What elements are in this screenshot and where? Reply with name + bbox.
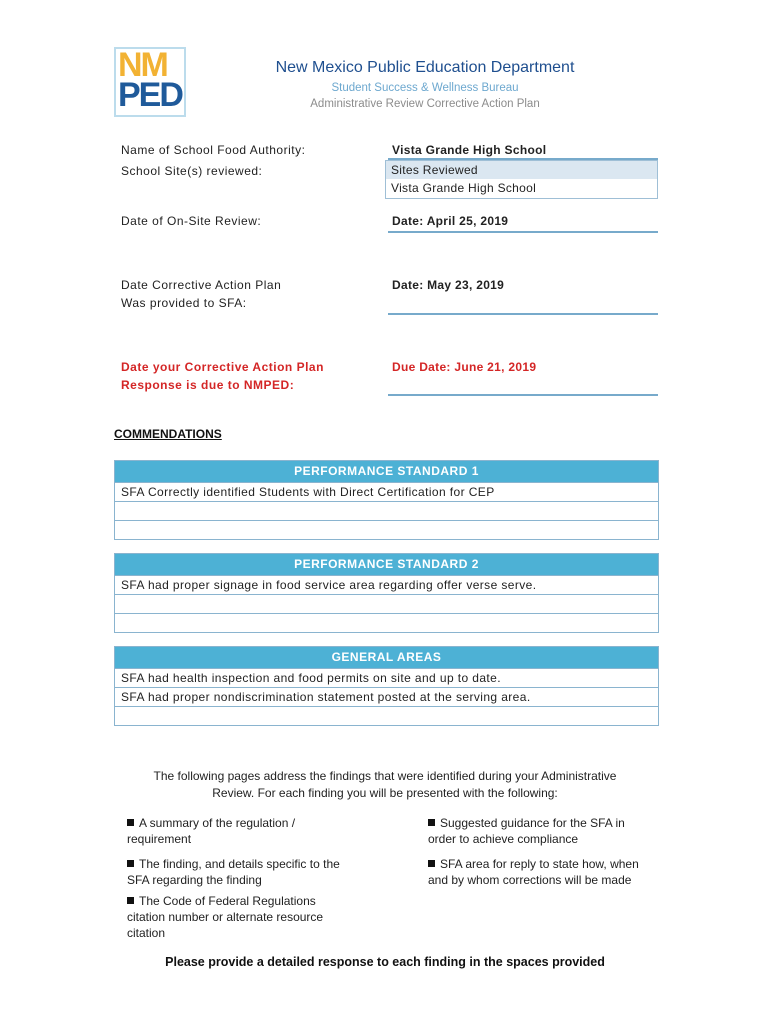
cap-rule xyxy=(388,313,658,315)
bullet-reply-area xyxy=(428,856,668,888)
bullet-text: Suggested guidance for the SFA in xyxy=(440,816,625,830)
performance-standard-1-table xyxy=(114,460,659,540)
bullet-cfr xyxy=(127,893,377,941)
table-row xyxy=(115,613,658,632)
bullet-text: The finding, and details specific to the xyxy=(139,857,340,871)
intro-line-1: The following pages address the findings that were identified during your Administrative xyxy=(153,769,617,783)
onsite-date-value: Date: April 25, 2019 xyxy=(392,214,509,228)
cap-provided-value: Date: May 23, 2019 xyxy=(392,278,505,292)
table-row xyxy=(115,594,658,613)
due-label-1: Date your Corrective Action Plan xyxy=(121,360,324,374)
bullet-text: SFA area for reply to state how, when xyxy=(440,857,639,871)
bullet-square-icon xyxy=(428,860,435,867)
cap-provided-label-2: Was provided to SFA: xyxy=(121,296,247,310)
bureau-subtitle: Student Success & Wellness Bureau xyxy=(331,82,519,94)
due-label-2: Response is due to NMPED: xyxy=(121,378,295,392)
table-row xyxy=(115,520,658,539)
bullet-text: requirement xyxy=(127,832,192,846)
table-row: SFA had health inspection and food permits on site and up to date. xyxy=(115,668,658,687)
document-subtitle: Administrative Review Corrective Action Plan xyxy=(310,98,540,110)
bullet-text: SFA regarding the finding xyxy=(127,873,262,887)
sites-label: School Site(s) reviewed: xyxy=(121,164,263,178)
sfa-label: Name of School Food Authority: xyxy=(121,143,306,157)
bullet-text: and by whom corrections will be made xyxy=(428,873,632,887)
sites-value: Vista Grande High School xyxy=(391,181,537,195)
due-rule xyxy=(388,394,658,396)
table-header: PERFORMANCE STANDARD 2 xyxy=(115,554,658,575)
bullet-guidance xyxy=(428,815,668,847)
general-areas-table xyxy=(114,646,659,726)
nmped-logo xyxy=(114,47,184,115)
table-row xyxy=(115,501,658,520)
bullet-text: order to achieve compliance xyxy=(428,832,579,846)
performance-standard-2-table xyxy=(114,553,659,633)
cap-provided-label-1: Date Corrective Action Plan xyxy=(121,278,282,292)
bullet-text: The Code of Federal Regulations xyxy=(139,894,316,908)
findings-intro xyxy=(120,768,650,802)
table-header: GENERAL AREAS xyxy=(115,647,658,668)
sfa-value: Vista Grande High School xyxy=(392,143,547,157)
bullet-text: citation xyxy=(127,926,166,940)
table-row: SFA had proper signage in food service area regarding offer verse serve. xyxy=(115,575,658,594)
onsite-rule xyxy=(388,231,658,233)
table-row xyxy=(115,706,658,725)
bullet-finding xyxy=(127,856,377,888)
onsite-date-label: Date of On-Site Review: xyxy=(121,214,262,228)
bullet-square-icon xyxy=(428,819,435,826)
bullet-text: citation number or alternate resource xyxy=(127,910,324,924)
table-row: SFA Correctly identified Students with Direct Certification for CEP xyxy=(115,482,658,501)
table-row: SFA had proper nondiscrimination statement posted at the serving area. xyxy=(115,687,658,706)
page-title: New Mexico Public Education Department xyxy=(275,59,575,76)
bullet-square-icon xyxy=(127,897,134,904)
table-header: PERFORMANCE STANDARD 1 xyxy=(115,461,658,482)
bullet-text: A summary of the regulation / xyxy=(139,816,296,830)
sites-reviewed-box xyxy=(385,160,658,199)
bullet-square-icon xyxy=(127,860,134,867)
bullet-square-icon xyxy=(127,819,134,826)
closing-instruction: Please provide a detailed response to each finding in the spaces provided xyxy=(165,955,605,969)
bullet-summary xyxy=(127,815,377,847)
intro-line-2: Review. For each finding you will be presented with the following: xyxy=(212,786,558,800)
logo-text-ped: PED xyxy=(118,76,182,114)
due-date-value: Due Date: June 21, 2019 xyxy=(392,360,537,374)
commendations-title: COMMENDATIONS xyxy=(114,427,222,441)
sites-header: Sites Reviewed xyxy=(391,163,478,177)
logo-text-nm: NM xyxy=(118,46,167,84)
